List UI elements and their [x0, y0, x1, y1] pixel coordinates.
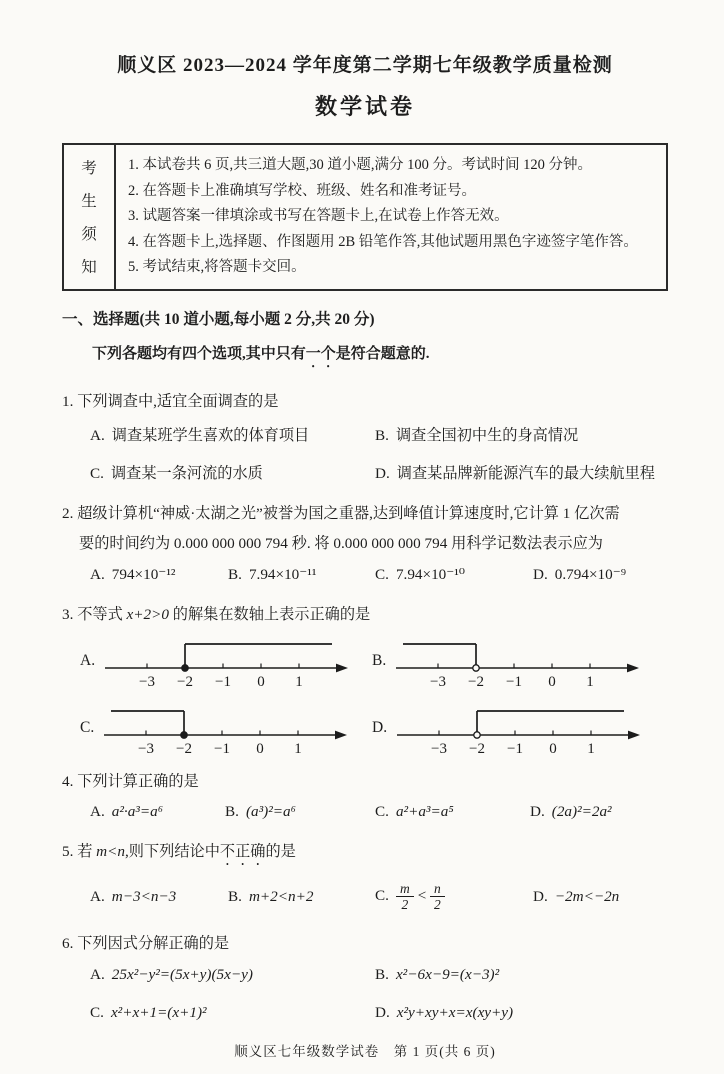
option-1B: [375, 424, 668, 445]
notice-items: [116, 145, 666, 289]
option-label: A.: [80, 652, 96, 670]
tick-label: −1: [215, 673, 232, 690]
option-text: 调查某品牌新能源汽车的最大续航里程: [396, 464, 655, 482]
number-line-D: [391, 695, 643, 762]
option-text: 7.94×10⁻¹⁰: [395, 565, 465, 583]
open-endpoint-marker: [474, 731, 480, 737]
tick-label: −3: [430, 673, 447, 690]
question-6: [62, 932, 668, 1022]
instruction-pre: 下列各题均有四个选项,其中只有: [92, 345, 306, 362]
option-label: D.: [533, 887, 548, 905]
tick-label: 0: [549, 740, 557, 757]
notice-label-char: 考: [81, 160, 97, 178]
option-4D: [530, 803, 668, 821]
stem-math: x+2>0: [126, 605, 169, 623]
option-math: (2a)²=2a²: [551, 802, 612, 820]
question-2-options: [62, 565, 668, 584]
option-label: B.: [372, 652, 387, 670]
option-math: x²−6x−9=(x−3)²: [395, 965, 500, 983]
option-6C: [90, 1004, 375, 1022]
notice-item: 3. 试题答案一律填涂或书写在答题卡上,在试卷上作答无效。: [128, 208, 509, 225]
question-4-options: [62, 803, 668, 821]
question-4-stem: 4. 下列计算正确的是: [62, 772, 199, 790]
notice-label-char: 生: [81, 193, 97, 211]
fraction: [396, 881, 414, 913]
option-label: D.: [375, 464, 390, 482]
tick-label: −3: [138, 740, 155, 757]
stem-emphasis: 不正确: [219, 842, 266, 860]
page-title: 顺义区 2023—2024 学年度第二学期七年级教学质量检测: [117, 55, 613, 76]
tick-label: −1: [506, 673, 523, 690]
option-math: a²·a³=a⁶: [111, 802, 163, 820]
stem-math: m<n: [96, 842, 125, 860]
option-1D: [375, 462, 668, 483]
option-label: C.: [375, 565, 389, 583]
notice-label-char: 须: [81, 226, 97, 244]
question-5-stem: [62, 840, 668, 869]
tick-label: 1: [587, 740, 595, 757]
number-line-figure: [99, 628, 351, 690]
option-label: D.: [372, 719, 388, 737]
option-4B: [225, 803, 375, 821]
notice-label-char: 知: [81, 259, 97, 277]
option-2D: [533, 565, 668, 584]
stem-text: 的解集在数轴上表示正确的是: [168, 605, 371, 623]
fraction-denominator: 2: [401, 897, 409, 913]
option-5D: [533, 888, 668, 906]
option-math: a²+a³=a⁵: [395, 802, 454, 820]
section-instruction: [62, 342, 668, 371]
option-label: B.: [228, 887, 242, 905]
tick-label: 0: [256, 740, 264, 757]
stem-text: 3. 不等式: [62, 605, 127, 623]
option-math: (a³)²=a⁶: [245, 802, 296, 820]
option-label: A.: [90, 802, 105, 820]
question-1-stem: 1. 下列调查中,适宜全面调查的是: [62, 392, 279, 410]
notice-item: 4. 在答题卡上,选择题、作图题用 2B 铅笔作答,其他试题用黑色字迹签字笔作答。: [128, 233, 638, 250]
option-label: A.: [90, 565, 105, 583]
notice-vertical-label: [64, 145, 116, 289]
option-6D: [375, 1004, 668, 1022]
comparison-operator: <: [416, 887, 427, 905]
option-label: B.: [375, 426, 389, 444]
option-label: D.: [533, 565, 548, 583]
number-line-figure: [390, 628, 642, 690]
tick-label: −1: [507, 740, 524, 757]
instruction-post: 是符合题意的.: [335, 345, 430, 362]
question-4: [62, 770, 668, 821]
option-label: B.: [375, 965, 389, 983]
notice-item: 5. 考试结束,将答题卡交回。: [128, 259, 306, 276]
stem-text: 的是: [265, 842, 296, 860]
option-label: C.: [375, 887, 389, 905]
option-label: C.: [375, 802, 389, 820]
question-3-options: [62, 628, 668, 762]
number-line-C: [98, 695, 350, 762]
option-label: A.: [90, 965, 105, 983]
option-5C: [375, 881, 533, 913]
option-5A: [90, 888, 228, 906]
tick-label: −1: [214, 740, 231, 757]
tick-label: 0: [257, 673, 265, 690]
option-6B: [375, 966, 668, 984]
option-5B: [228, 888, 375, 906]
question-1: [62, 390, 668, 483]
option-4C: [375, 803, 530, 821]
number-line-figure: [98, 695, 350, 757]
question-6-options: [62, 966, 668, 1022]
tick-label: −3: [139, 673, 156, 690]
number-line-B: [390, 628, 642, 695]
open-endpoint-marker: [473, 664, 479, 670]
option-text: 调查全国初中生的身高情况: [395, 426, 579, 444]
tick-label: −2: [469, 740, 486, 757]
exam-page: [0, 50, 724, 1060]
tick-label: −2: [177, 673, 194, 690]
option-text: 调查某一条河流的水质: [110, 464, 263, 482]
stem-text: 5. 若: [62, 842, 97, 860]
option-label: D.: [530, 802, 545, 820]
option-label: C.: [80, 719, 95, 737]
option-2A: [90, 565, 228, 584]
option-6A: [90, 966, 375, 984]
question-1-options: [62, 424, 668, 483]
stem-text: ,则下列结论中: [124, 842, 220, 860]
question-2-stem-line2: 要的时间约为 0.000 000 000 794 秒. 将 0.000 000 000 794 用科学记数法表示应为: [79, 534, 603, 552]
option-2B: [228, 565, 375, 584]
option-3D: [372, 695, 668, 762]
section-heading: 一、选择题(共 10 道小题,每小题 2 分,共 20 分): [62, 310, 375, 328]
number-line-figure: [391, 695, 643, 757]
option-text: 7.94×10⁻¹¹: [248, 565, 317, 583]
tick-label: −2: [468, 673, 485, 690]
tick-label: −2: [176, 740, 193, 757]
option-math: m−3<n−3: [111, 887, 177, 905]
option-label: D.: [375, 1003, 390, 1021]
option-1C: [90, 462, 375, 483]
question-6-stem: 6. 下列因式分解正确的是: [62, 934, 230, 952]
option-label: A.: [90, 426, 105, 444]
option-label: B.: [228, 565, 242, 583]
question-2-stem-line1: 2. 超级计算机“神威·太湖之光”被誉为国之重器,达到峰值计算速度时,它计算 1 亿次需: [62, 504, 620, 522]
option-math: −2m<−2n: [554, 887, 620, 905]
option-label: C.: [90, 464, 104, 482]
closed-endpoint-marker: [182, 664, 188, 670]
option-label: C.: [90, 1003, 104, 1021]
page-subtitle: 数学试卷: [314, 94, 415, 119]
option-math: x²y+xy+x=x(xy+y): [396, 1003, 514, 1021]
option-2C: [375, 565, 533, 584]
option-label: B.: [225, 802, 239, 820]
option-4A: [90, 803, 225, 821]
option-1A: [90, 424, 375, 445]
fraction: [430, 881, 445, 913]
tick-label: 1: [295, 673, 303, 690]
tick-label: 1: [586, 673, 594, 690]
closed-endpoint-marker: [181, 731, 187, 737]
tick-label: 0: [548, 673, 556, 690]
question-3: [62, 603, 668, 762]
question-2: [62, 502, 668, 584]
fraction-numerator: n: [430, 881, 445, 898]
question-5-options: [62, 881, 668, 913]
tick-label: 1: [294, 740, 302, 757]
option-math: m+2<n+2: [248, 887, 314, 905]
notice-item: 2. 在答题卡上准确填写学校、班级、姓名和准考证号。: [128, 182, 476, 199]
fraction-denominator: 2: [433, 897, 441, 913]
fraction-numerator: m: [396, 881, 414, 898]
option-math: x²+x+1=(x+1)²: [110, 1003, 207, 1021]
option-math: 25x²−y²=(5x+y)(5x−y): [111, 965, 253, 983]
instruction-emphasis: 一个: [305, 345, 336, 362]
option-text: 调查某班学生喜欢的体育项目: [111, 426, 310, 444]
option-text: 0.794×10⁻⁹: [554, 565, 627, 583]
notice-item: 1. 本试卷共 6 页,共三道大题,30 道小题,满分 100 分。考试时间 120 分钟。: [128, 157, 592, 173]
number-line-A: [99, 628, 351, 695]
option-3B: [372, 628, 668, 695]
option-3A: [80, 628, 372, 695]
page-footer: 顺义区七年级数学试卷 第 1 页(共 6 页): [234, 1043, 496, 1059]
tick-label: −3: [431, 740, 448, 757]
option-text: 794×10⁻¹²: [111, 565, 176, 583]
question-5: [62, 840, 668, 913]
option-label: A.: [90, 887, 105, 905]
candidate-notice-box: [62, 143, 668, 291]
option-3C: [80, 695, 372, 762]
question-3-stem: [62, 603, 668, 624]
